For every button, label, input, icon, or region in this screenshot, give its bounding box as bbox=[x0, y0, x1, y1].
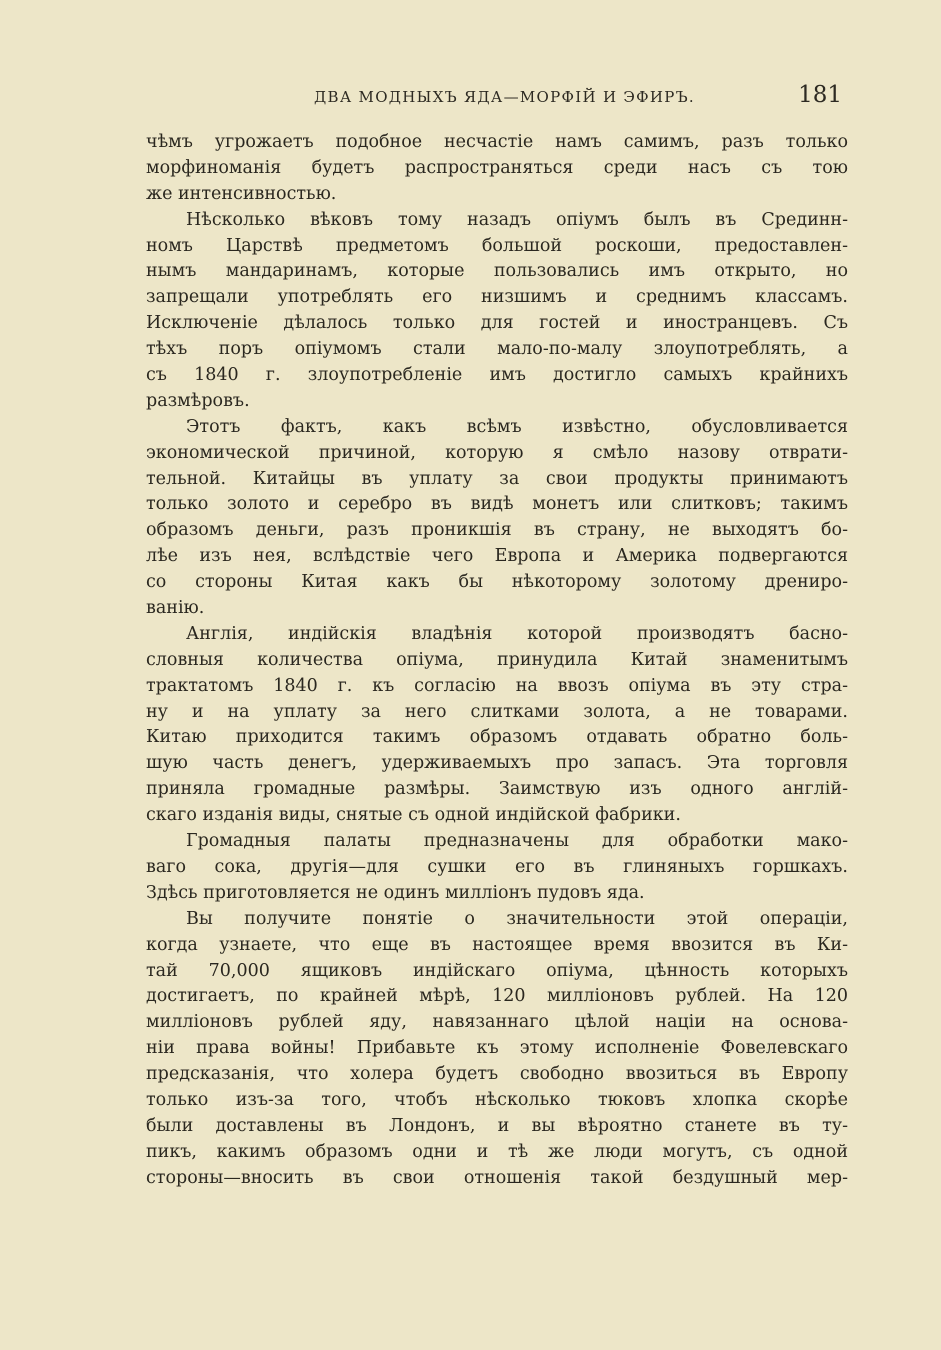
text-line: когда узнаете, что еще въ настоящее время ввозится въ Ки- bbox=[146, 934, 848, 955]
text-line: стороны—вносить въ свои отношенія такой бездушный мер- bbox=[146, 1167, 848, 1188]
text-line: тѣхъ поръ опіумомъ стали мало-по-малу злоупотреблять, а bbox=[146, 339, 848, 360]
text-line: Здѣсь приготовляется не одинъ милліонъ пудовъ яда. bbox=[146, 882, 645, 903]
text-line: скаго изданія виды, снятые съ одной индійской фабрики. bbox=[146, 805, 681, 826]
text-line: со стороны Китая какъ бы нѣкоторому золотому дрениро- bbox=[146, 572, 848, 593]
text-line: образомъ деньги, разъ проникшія въ страну, не выходятъ бо- bbox=[146, 520, 848, 541]
text-line: экономической причиной, которую я смѣло назову отврати- bbox=[146, 442, 848, 463]
text-line: трактатомъ 1840 г. къ согласію на ввозъ опіума въ эту стра- bbox=[146, 675, 848, 696]
page-header bbox=[146, 84, 848, 114]
text-line: только изъ-за того, чтобъ нѣсколько тюковъ хлопка скорѣе bbox=[146, 1089, 848, 1110]
text-line: достигаетъ, по крайней мѣрѣ, 120 милліоновъ рублей. На 120 bbox=[146, 986, 848, 1007]
text-line: приняла громадные размѣры. Заимствую изъ одного англій- bbox=[146, 779, 848, 800]
text-line: Нѣсколько вѣковъ тому назадъ опіумъ былъ въ Срединн- bbox=[186, 209, 848, 230]
text-line: шую часть денегъ, удерживаемыхъ про запасъ. Эта торговля bbox=[146, 753, 848, 774]
text-line: Китаю приходится такимъ образомъ отдавать обратно боль- bbox=[146, 727, 848, 748]
text-line: пикъ, какимъ образомъ одни и тѣ же люди могутъ, съ одной bbox=[146, 1141, 848, 1162]
text-line: Громадныя палаты предназначены для обработки мако- bbox=[186, 831, 848, 852]
text-line: ваго сока, другія—для сушки его въ глиняныхъ горшкахъ. bbox=[146, 856, 848, 877]
page-number: 181 bbox=[798, 82, 842, 108]
text-line: ну и на уплату за него слитками золота, а не товарами. bbox=[146, 701, 848, 722]
text-line: Вы получите понятіе о значительности этой операціи, bbox=[186, 908, 848, 929]
text-line: чѣмъ угрожаетъ подобное несчастіе намъ самимъ, разъ только bbox=[146, 132, 848, 152]
text-line: же интенсивностью. bbox=[146, 183, 337, 204]
text-line: лѣе изъ нея, вслѣдствіе чего Европа и Америка подвергаются bbox=[146, 546, 848, 567]
text-line: запрещали употреблять его низшимъ и среднимъ классамъ. bbox=[146, 287, 848, 308]
text-line: ніи права войны! Прибавьте къ этому исполненіе Фовелевскаго bbox=[146, 1038, 848, 1059]
text-line: тельной. Китайцы въ уплату за свои продукты принимаютъ bbox=[146, 468, 848, 489]
text-line: нымъ мандаринамъ, которые пользовались имъ открыто, но bbox=[146, 261, 848, 282]
text-line: Исключеніе дѣлалось только для гостей и иностранцевъ. Съ bbox=[146, 313, 848, 334]
text-line: Англія, индійскія владѣнія которой производятъ басно- bbox=[186, 623, 848, 644]
text-line: морфиноманія будетъ распространяться среди насъ съ тою bbox=[146, 157, 848, 178]
text-line: размѣровъ. bbox=[146, 390, 250, 411]
text-line: тай 70,000 ящиковъ индійскаго опіума, цѣнность которыхъ bbox=[146, 960, 848, 981]
running-head: ДВА МОДНЫХЪ ЯДА—МОРФІЙ И ЭФИРЪ. bbox=[314, 88, 695, 106]
text-line: предсказанія, что холера будетъ свободно ввозиться въ Европу bbox=[146, 1064, 848, 1085]
text-line: номъ Царствѣ предметомъ большой роскоши, предоставлен- bbox=[146, 235, 848, 256]
text-line: были доставлены въ Лондонъ, и вы вѣроятно станете въ ту- bbox=[146, 1115, 848, 1136]
text-line: словныя количества опіума, принудила Китай знаменитымъ bbox=[146, 649, 848, 670]
text-line: только золото и серебро въ видѣ монетъ или слитковъ; такимъ bbox=[146, 494, 848, 515]
text-line: Этотъ фактъ, какъ всѣмъ извѣстно, обусловливается bbox=[186, 416, 848, 437]
text-line: милліоновъ рублей яду, навязаннаго цѣлой націи на основа- bbox=[146, 1012, 848, 1033]
text-line: ванію. bbox=[146, 598, 205, 619]
body-text bbox=[146, 130, 848, 1192]
text-line: съ 1840 г. злоупотребленіе имъ достигло самыхъ крайнихъ bbox=[146, 365, 848, 386]
